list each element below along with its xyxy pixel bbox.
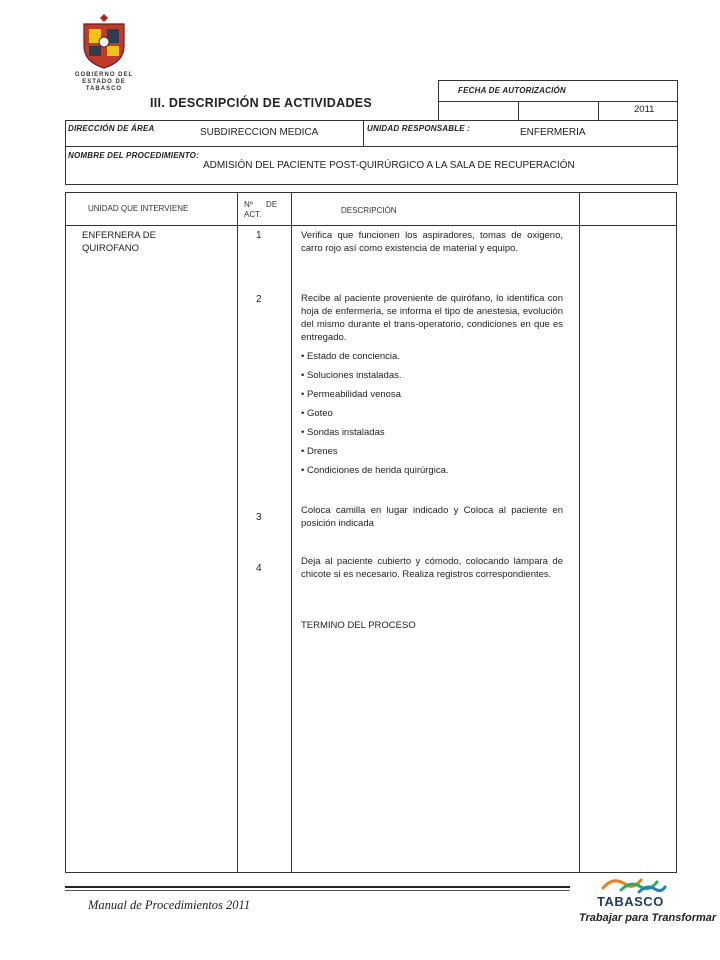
activity-description: Coloca camilla en lugar indicado y Coloca al paciente en posición indicada <box>301 505 563 529</box>
checklist-item: • Condiciones de herida quirúrgica. <box>301 465 449 476</box>
activity-number: 1 <box>256 230 262 241</box>
checklist-item: • Goteo <box>301 408 333 419</box>
header-unit: UNIDAD QUE INTERVIENE <box>88 204 189 213</box>
government-caption <box>64 72 144 93</box>
authorization-year: 2011 <box>634 104 655 115</box>
checklist-item: • Permeabilidad venosa <box>301 389 401 400</box>
unit-name: ENFERNERA DE QUIROFANO <box>82 230 156 254</box>
checklist-item: • Estado de conciencia. <box>301 351 400 362</box>
area-value: SUBDIRECCION MEDICA <box>200 127 319 138</box>
header-activity-number: Nº DE ACT. <box>244 200 279 219</box>
authorization-label: FECHA DE AUTORIZACIÓN <box>458 86 566 95</box>
activity-number: 4 <box>256 563 262 574</box>
unit-label: UNIDAD RESPONSABLE : <box>367 124 471 133</box>
unit-value: ENFERMERIA <box>520 127 586 138</box>
government-line-1: GOBIERNO DEL <box>74 72 134 78</box>
activity-number: 3 <box>256 512 262 523</box>
checklist-item: • Sondas instaladas <box>301 427 385 438</box>
activity-description: Verifica que funcionen los aspiradores, tomas de oxigeno, carro rojo así como existencia de material y equipo. <box>301 230 563 254</box>
logo-slogan: Trabajar para Transformar <box>579 912 717 924</box>
tabasco-logo <box>579 874 717 930</box>
footer-rule <box>65 886 570 888</box>
authorization-box <box>438 80 678 120</box>
procedure-value: ADMISIÓN DEL PACIENTE POST-QUIRÚRGICO A LA SALA DE RECUPERACIÓN <box>203 160 575 171</box>
state-coat-of-arms <box>78 12 130 70</box>
checklist-item: • Soluciones instaladas. <box>301 370 402 381</box>
header-description: DESCRIPCIÓN <box>341 206 397 215</box>
activity-number: 2 <box>256 294 262 305</box>
section-title: III. DESCRIPCIÓN DE ACTIVIDADES <box>150 96 373 110</box>
activity-description: Deja al paciente cubierto y cómodo, colocando lámpara de chicote si es necesario. Realiza registros correspondientes. <box>301 556 563 580</box>
end-of-process: TERMINO DEL PROCESO <box>301 620 416 631</box>
checklist <box>301 350 563 483</box>
logo-word: TABASCO <box>597 894 664 909</box>
manual-footer: Manual de Procedimientos 2011 <box>88 898 251 912</box>
government-line-3: TABASCO <box>85 86 123 92</box>
activity-description: Recibe al paciente proveniente de quirófano, lo identifica con hoja de enfermería, se informa el tipo de anestesia, evolución del mismo durante el trans-operatorio, condiciones en que es entregado. <box>301 293 563 343</box>
government-line-2: ESTADO DE <box>82 79 126 85</box>
area-label: DIRECCIÓN DE ÁREA <box>68 124 155 133</box>
checklist-item: • Drenes <box>301 446 338 457</box>
procedure-label: NOMBRE DEL PROCEDIMIENTO: <box>68 151 199 160</box>
